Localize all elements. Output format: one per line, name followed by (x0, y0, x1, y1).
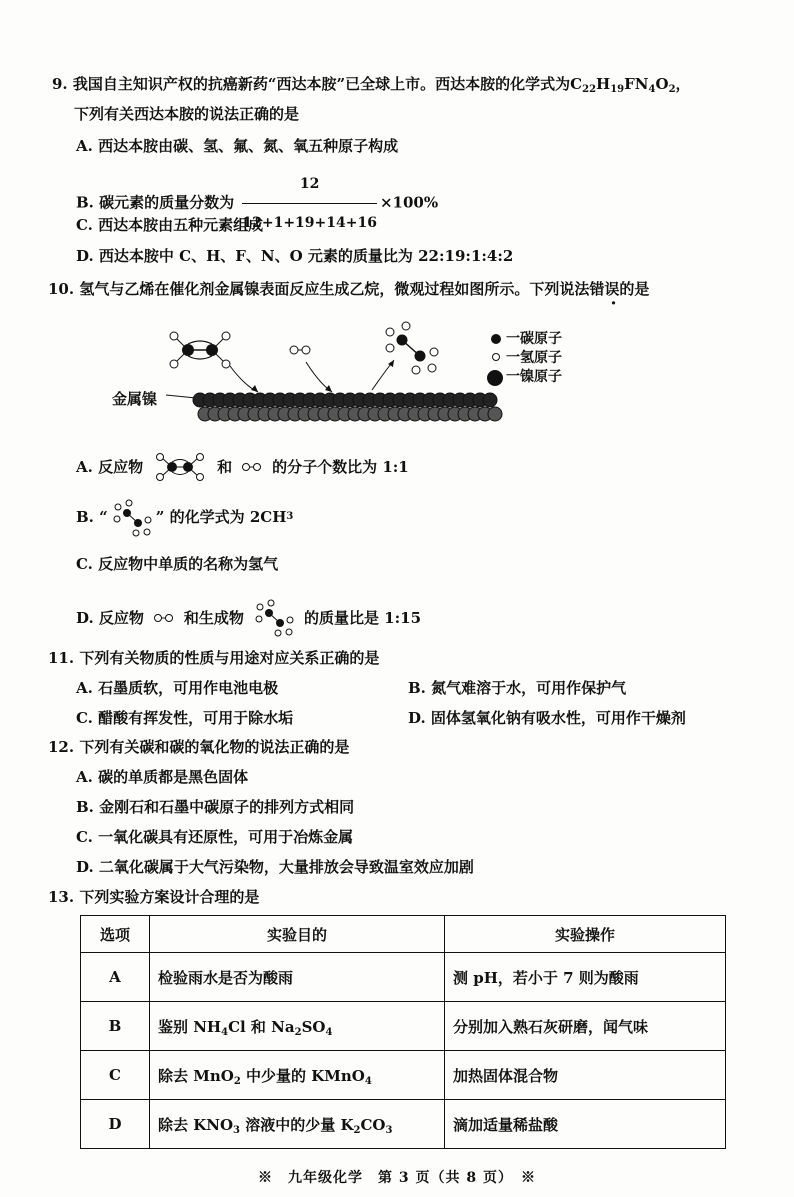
question-9-stem: 9. 我国自主知识产权的抗癌新药“西达本胺”已全球上市。西达本胺的化学式为$C_{22}H_{19}FN_4O_2$， (52, 75, 691, 95)
mass-fraction: $\frac{12}{12+1+19+14+16}$ (242, 166, 377, 241)
q10-option-d: D. 反应物 和生成物 的质量比是 1:15 (76, 600, 421, 636)
q10-option-c: C. 反应物中单质的名称为氢气 (76, 555, 279, 573)
legend: 一碳原子 一氢原子 一镍原子 (506, 331, 562, 385)
q9-option-a: A. 西达本胺由碳、氢、氟、氮、氧五种原子构成 (76, 137, 399, 155)
q9-option-b: B. 碳元素的质量分数为 $\frac{12}{12+1+19+14+16}$ ×100% (76, 166, 438, 241)
q9-option-d: D. 西达本胺中 C、H、F、N、O 元素的质量比为 22:19:1:4:2 (76, 247, 514, 265)
page-footer: ※ 九年级化学 第 3 页（共 8 页） ※ (258, 1170, 536, 1186)
metal-nickel-label: 金属镍 (112, 390, 158, 408)
ethylene-molecule-icon (170, 332, 230, 368)
q11-option-b: B. 氮气难溶于水，可用作保护气 (408, 679, 627, 697)
legend-symbols (488, 332, 504, 392)
q12-option-b: B. 金刚石和石墨中碳原子的排列方式相同 (76, 798, 355, 816)
hydrogen-molecule-icon (240, 460, 264, 474)
table-row: C 除去 MnO$_2$ 中少量的 KMnO$_4$ 加热固体混合物 (81, 1051, 726, 1100)
ethylene-molecule-icon (149, 452, 211, 482)
nickel-atom-icon (487, 370, 503, 386)
nickel-atom-icon (483, 393, 497, 407)
hydrogen-molecule-icon (152, 611, 176, 625)
carbon-atom-icon (491, 334, 501, 344)
q10-option-a: A. 反应物 和 的分子个数比为 1:1 (76, 452, 409, 482)
q12-option-c: C. 一氧化碳具有还原性，可用于冶炼金属 (76, 828, 354, 846)
ethane-molecule-icon (252, 600, 296, 636)
q12-option-a: A. 碳的单质都是黑色固体 (76, 768, 249, 786)
table-row: A 检验雨水是否为酸雨 测 pH，若小于 7 则为酸雨 (81, 953, 726, 1002)
question-9-stem-line2: 下列有关西达本胺的说法正确的是 (74, 105, 300, 123)
ethane-molecule-icon (110, 500, 154, 534)
question-12-stem: 12. 下列有关碳和碳的氧化物的说法正确的是 (48, 738, 350, 756)
q12-option-d: D. 二氧化碳属于大气污染物，大量排放会导致温室效应加剧 (76, 858, 474, 876)
q10-option-b: B. “ ” 的化学式为 2CH 3 (76, 500, 293, 534)
table-row: B 鉴别 $NH_4Cl$ 和 $Na_2SO_4$ 分别加入熟石灰研磨，闻气味 (81, 1002, 726, 1051)
nickel-surface (193, 393, 502, 421)
q9-option-c: C. 西达本胺由五种元素组成 (76, 216, 264, 234)
q11-option-d: D. 固体氢氧化钠有吸水性，可用作干燥剂 (408, 709, 686, 727)
hydrogen-molecule-icon (290, 346, 310, 354)
question-10-stem: 10. 氢气与乙烯在催化剂金属镍表面反应生成乙烷，微观过程如图所示。下列说法错误的是 (48, 280, 650, 298)
q11-option-c: C. 醋酸有挥发性，可用于除水垢 (76, 709, 294, 727)
q11-option-a: A. 石墨质软，可用作电池电极 (76, 679, 279, 697)
ethane-molecule-icon (386, 322, 438, 374)
nickel-atom-icon (488, 407, 502, 421)
question-13-stem: 13. 下列实验方案设计合理的是 (48, 888, 260, 906)
experiment-table (80, 915, 726, 1149)
question-11-stem: 11. 下列有关物质的性质与用途对应关系正确的是 (48, 649, 380, 667)
table-row: D 除去 $KNO_3$ 溶液中的少量 $K_2CO_3$ 滴加适量稀盐酸 (81, 1100, 726, 1149)
hydrogen-atom-icon (493, 354, 500, 361)
table-header-row: 选项 实验目的 实验操作 (81, 916, 726, 953)
